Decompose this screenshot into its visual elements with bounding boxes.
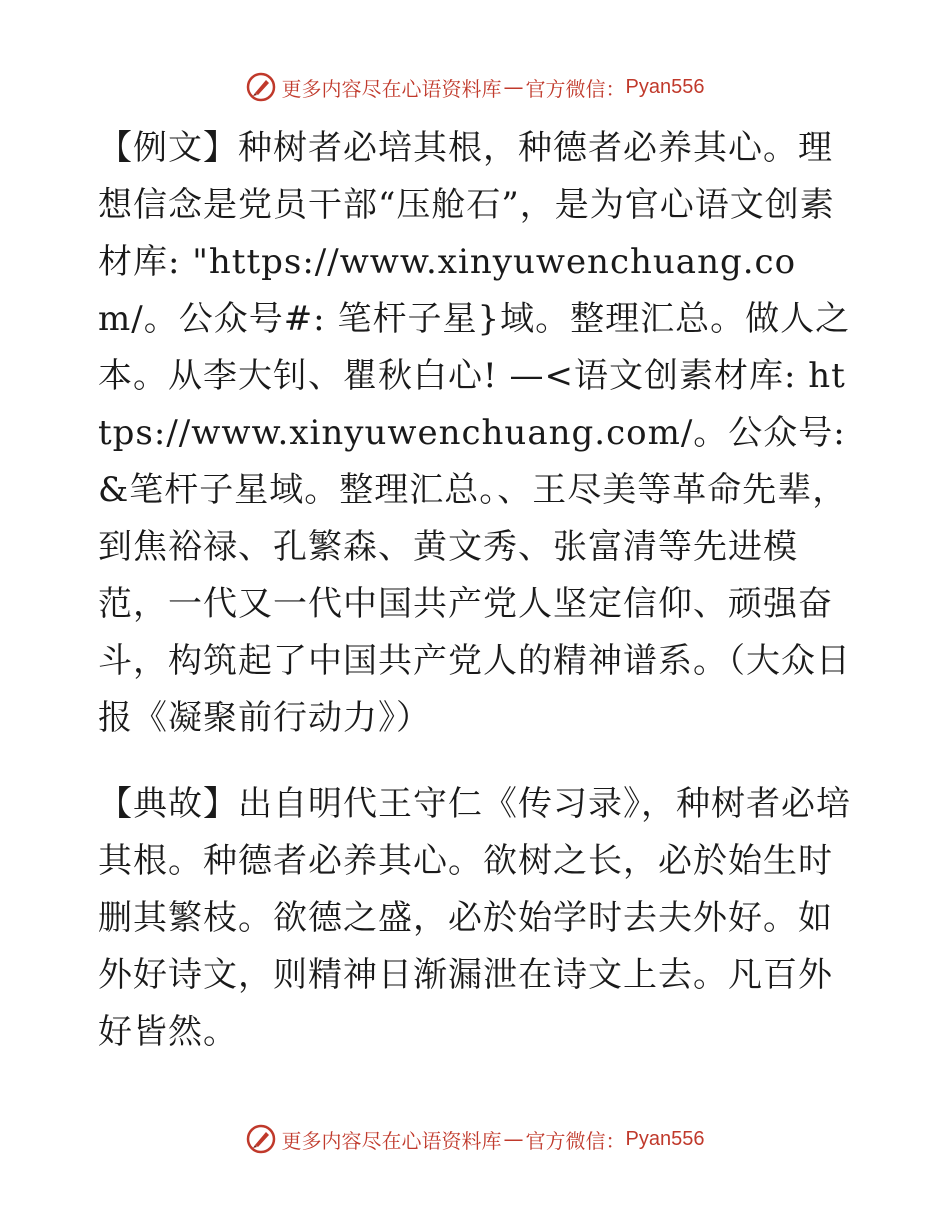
header-banner bbox=[0, 72, 950, 102]
banner-slogan: 更多内容尽在心语资料库 bbox=[281, 76, 502, 101]
pen-logo-icon bbox=[246, 72, 276, 102]
footer-banner bbox=[0, 1124, 950, 1154]
allusion-paragraph: 【典故】出自明代王守仁《传习录》，种树者必培其根。种德者必养其心。欲树之长，必於始生时删其繁枝。欲德之盛，必於始学时去夫外好。如外好诗文，则精神日渐漏泄在诗文上去。凡百外好皆然。 bbox=[98, 784, 851, 1052]
banner-slogan: 更多内容尽在心语资料库 bbox=[281, 1128, 502, 1153]
pen-logo-icon bbox=[246, 1124, 276, 1154]
banner-dash: — bbox=[503, 1127, 524, 1151]
banner-dash: — bbox=[503, 75, 524, 99]
example-paragraph: 【例文】种树者必培其根，种德者必养其心。理想信念是党员干部“压舱石”，是为官心语文创素材库: "https://www.xinyuwenchuang.com/。公众号#: 笔杆子星}域。整理汇总。做人之本。从李大钊、瞿秋白心! —<语文创素材库: https://www.xinyuwenchuang.com/。公众号: &笔杆子星域。整理汇总。、王尽美等革命先辈，到焦裕禄、孔繁森、黄文秀、张富清等先进模范，一代又一代中国共产党人坚定信仰、顽强奋斗，构筑起了中国共产党人的精神谱系。（大众日报《凝聚前行动力》） bbox=[98, 128, 851, 738]
banner-wechat-account: Pyan556 bbox=[625, 1127, 705, 1150]
banner-wechat-label: 官方微信： bbox=[525, 1128, 626, 1153]
banner-wechat-account: Pyan556 bbox=[625, 75, 705, 98]
banner-wechat-label: 官方微信： bbox=[525, 76, 626, 101]
